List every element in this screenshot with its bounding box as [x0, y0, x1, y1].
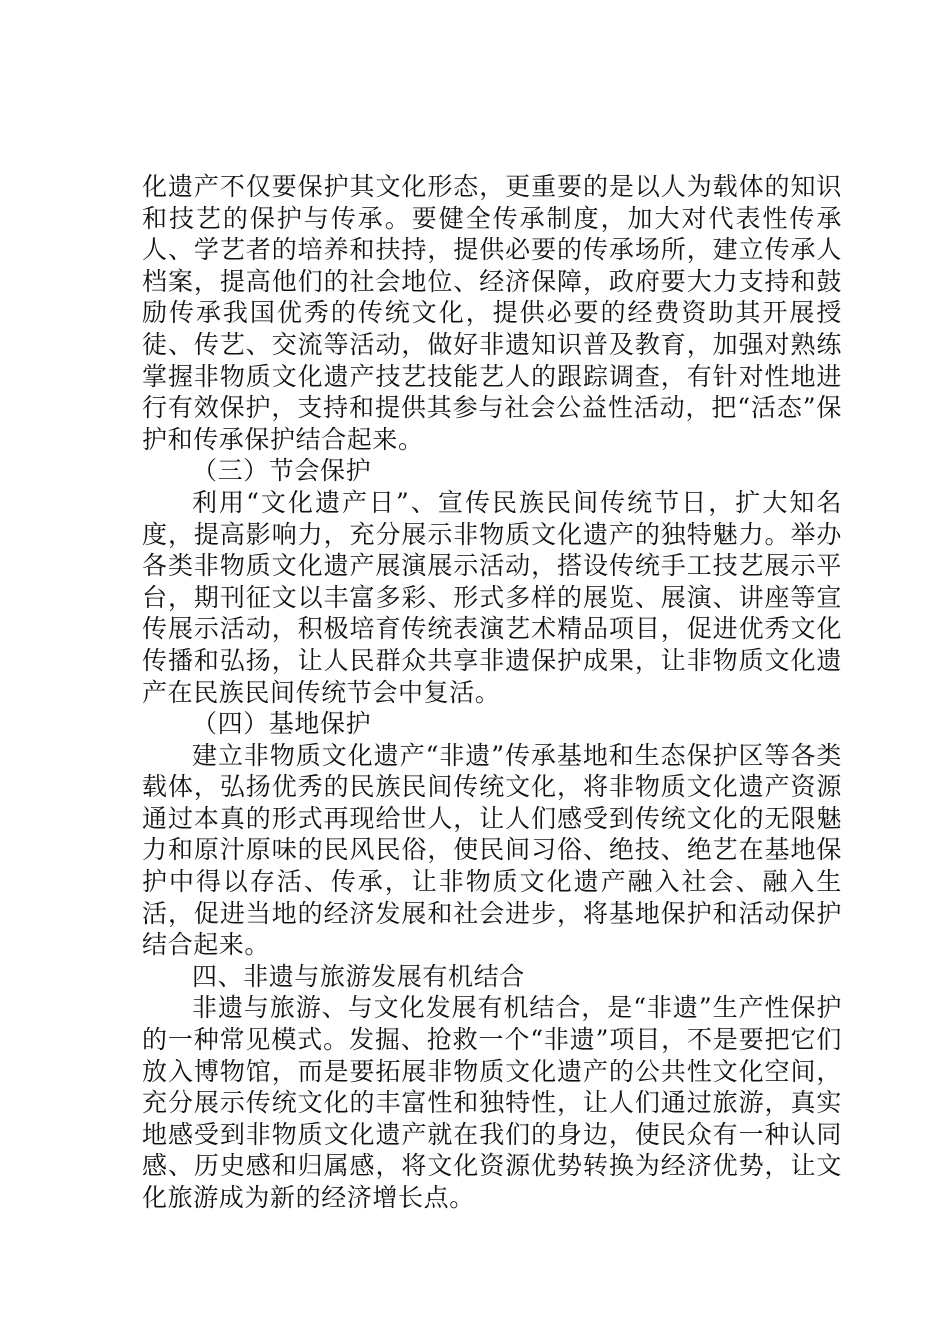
section-heading-festival-protection: （三）节会保护 [192, 456, 372, 486]
paragraph-tourism: 非遗与旅游、与文化发展有机结合，是“非遗”生产性保护的一种常见模式。发掘、抢救一个“非遗”项目，不是要把它们放入博物馆，而是要拓展非物质文化遗产的公共性文化空间，充分展示传统文化的丰富性和独特性，让人们通过旅游，真实地感受到非物质文化遗产就在我们的身边，使民众有一种认同感、历史感和归属感，将文化资源优势转换为经济优势，让文化旅游成为新的经济增长点。 [142, 993, 842, 1212]
paragraph-festival-protection: 利用“文化遗产日”、宣传民族民间传统节日，扩大知名度，提高影响力，充分展示非物质文化遗产的独特魅力。举办各类非物质文化遗产展演展示活动，搭设传统手工技艺展示平台，期刊征文以丰富多彩、形式多样的展览、展演、讲座等宣传展示活动，积极培育传统表演艺术精品项目，促进优秀文化传播和弘扬，让人民群众共享非遗保护成果，让非物质文化遗产在民族民间传统节会中复活。 [142, 487, 842, 707]
document-body [142, 171, 842, 1214]
paragraph-continuation: 化遗产不仅要保护其文化形态，更重要的是以人为载体的知识和技艺的保护与传承。要健全传承制度，加大对代表性传承人、学艺者的培养和扶持，提供必要的传承场所，建立传承人档案，提高他们的社会地位、经济保障，政府要大力支持和鼓励传承我国优秀的传统文化，提供必要的经费资助其开展授徒、传艺、交流等活动，做好非遗知识普及教育，加强对熟练掌握非物质文化遗产技艺技能艺人的跟踪调查，有针对性地进行有效保护，支持和提供其参与社会公益性活动，把“活态”保护和传承保护结合起来。 [142, 172, 842, 454]
paragraph-base-protection: 建立非物质文化遗产“非遗”传承基地和生态保护区等各类载体，弘扬优秀的民族民间传统文化，将非物质文化遗产资源通过本真的形式再现给世人，让人们感受到传统文化的无限魅力和原汁原味的民风民俗，使民间习俗、绝技、绝艺在基地保护中得以存活、传承，让非物质文化遗产融入社会、融入生活，促进当地的经济发展和社会进步，将基地保护和活动保护结合起来。 [142, 740, 842, 960]
section-heading-tourism: 四、非遗与旅游发展有机结合 [192, 961, 525, 991]
section-heading-base-protection: （四）基地保护 [192, 709, 372, 739]
